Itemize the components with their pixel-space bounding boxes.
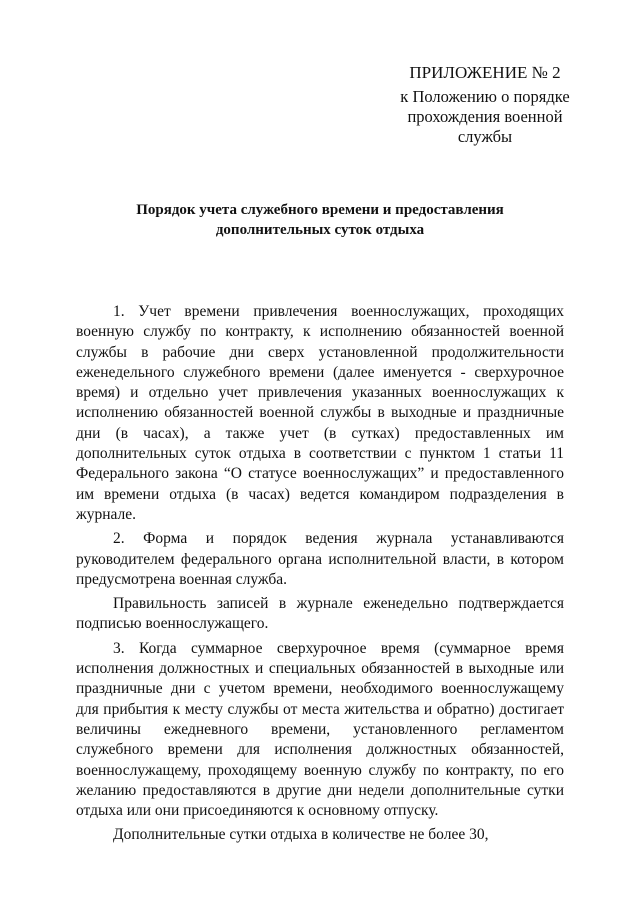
appendix-line-1: к Положению о порядке [400, 87, 570, 106]
paragraph-3: Правильность записей в журнале еженедельно подтверждается подписью военнослужащего. [76, 595, 564, 633]
paragraph-1: 1. Учет времени привлечения военнослужащих, проходящих военную службу по контракту, к исполнению обязанностей военной службы в рабочие дни сверх установленной продолжительности еженедельного служебного времени (далее именуется - сверхурочное время) и отдельно учет привлечения указанных военнослужащих к исполнению обязанностей военной службы в выходные и праздничные дни (в часах), а также учет (в сутках) предоставленных им дополнительных суток отдыха в соответствии с пунктом 1 статьи 11 Федерального закона “О статусе военнослужащих” и предоставленного им времени отдыха (в часах) ведется командиром подразделения в журнале. [76, 303, 564, 523]
document-title [80, 200, 560, 240]
appendix-title: ПРИЛОЖЕНИЕ № 2 [409, 63, 561, 82]
document-body [76, 302, 564, 850]
document-title-line-2: дополнительных суток отдыха [215, 222, 425, 238]
appendix-line-3: службы [457, 127, 513, 146]
paragraph-4: 3. Когда суммарное сверхурочное время (суммарное время исполнения должностных и специальных обязанностей в выходные или праздничные дни с учетом времени, необходимого военнослужащему для прибытия к месту службы от места жительства и обратно) достигает величины ежедневного времени, установленного регламентом служебного времени для исполнения должностных обязанностей, военнослужащему, проходящему военную службу по контракту, по его желанию предоставляются в другие дни недели дополнительные сутки отдыха или они присоединяются к основному отпуску. [76, 639, 564, 820]
appendix-header [380, 63, 590, 147]
paragraph-5: Дополнительные сутки отдыха в количестве не более 30, [113, 826, 489, 844]
document-title-line-1: Порядок учета служебного времени и предоставления [136, 202, 504, 218]
paragraph-2: 2. Форма и порядок ведения журнала устанавливаются руководителем федерального органа исполнительной власти, в котором предусмотрена военная служба. [76, 530, 564, 588]
appendix-line-2: прохождения военной [407, 107, 563, 126]
